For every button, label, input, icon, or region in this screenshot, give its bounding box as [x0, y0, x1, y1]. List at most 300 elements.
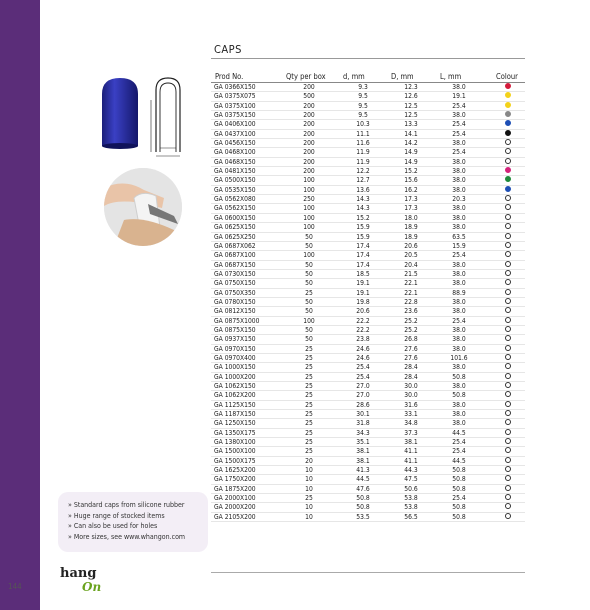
qty-cell: 50 — [305, 279, 313, 288]
qty-cell: 50 — [305, 232, 313, 241]
d-cell: 25.4 — [356, 372, 370, 381]
prod-cell: GA 1000X150 — [214, 363, 256, 372]
prod-cell: GA 0812X150 — [214, 307, 256, 316]
colour-swatch — [505, 130, 511, 136]
table-row — [211, 167, 525, 176]
prod-cell: GA 1500X175 — [214, 456, 256, 465]
L-cell: 50.8 — [452, 512, 466, 521]
qty-cell: 200 — [303, 120, 315, 129]
D-cell: 14.2 — [404, 139, 418, 148]
D-cell: 56.5 — [404, 512, 418, 521]
colour-swatch — [505, 438, 511, 444]
D-cell: 20.5 — [404, 251, 418, 260]
d-cell: 12.2 — [356, 167, 370, 176]
prod-cell: GA 0481X150 — [214, 167, 256, 176]
colour-swatch — [505, 167, 511, 173]
prod-cell: GA 1380X100 — [214, 438, 256, 447]
qty-cell: 50 — [305, 297, 313, 306]
L-cell: 38.0 — [452, 269, 466, 278]
D-cell: 17.3 — [404, 195, 418, 204]
header-prod: Prod No. — [215, 72, 244, 81]
D-cell: 28.4 — [404, 372, 418, 381]
prod-cell: GA 0406X100 — [214, 120, 256, 129]
L-cell: 50.8 — [452, 391, 466, 400]
D-cell: 12.5 — [404, 111, 418, 120]
D-cell: 27.6 — [404, 353, 418, 362]
L-cell: 50.8 — [452, 475, 466, 484]
qty-cell: 20 — [305, 456, 313, 465]
header-d: d, mm — [343, 72, 365, 81]
L-cell: 25.4 — [452, 148, 466, 157]
table-row — [211, 354, 525, 363]
features-box — [58, 492, 208, 552]
prod-cell: GA 0468X150 — [214, 157, 256, 166]
table-row — [211, 111, 525, 120]
qty-cell: 10 — [305, 475, 313, 484]
L-cell: 25.4 — [452, 447, 466, 456]
L-cell: 38.0 — [452, 260, 466, 269]
colour-swatch — [505, 429, 511, 435]
feature-item: » Can also be used for holes — [68, 522, 158, 530]
header-D: D, mm — [391, 72, 414, 81]
logo-text-bottom: On — [82, 580, 102, 594]
D-cell: 41.1 — [404, 447, 418, 456]
d-cell: 15.9 — [356, 223, 370, 232]
D-cell: 34.8 — [404, 419, 418, 428]
L-cell: 38.0 — [452, 307, 466, 316]
d-cell: 12.7 — [356, 176, 370, 185]
colour-swatch — [505, 382, 511, 388]
d-cell: 15.2 — [356, 213, 370, 222]
cap-dimension-drawing — [148, 72, 184, 160]
prod-cell: GA 0750X350 — [214, 288, 256, 297]
qty-cell: 200 — [303, 167, 315, 176]
L-cell: 25.4 — [452, 251, 466, 260]
prod-cell: GA 0535X150 — [214, 185, 256, 194]
colour-swatch — [505, 233, 511, 239]
d-cell: 50.8 — [356, 494, 370, 503]
colour-swatch — [505, 335, 511, 341]
d-cell: 11.1 — [356, 129, 370, 138]
qty-cell: 50 — [305, 241, 313, 250]
D-cell: 18.9 — [404, 232, 418, 241]
L-cell: 38.0 — [452, 382, 466, 390]
table-row — [211, 158, 525, 167]
d-cell: 25.4 — [356, 363, 370, 372]
D-cell: 18.9 — [404, 223, 418, 232]
D-cell: 53.8 — [404, 494, 418, 503]
prod-cell: GA 2105X200 — [214, 512, 256, 521]
D-cell: 30.0 — [404, 382, 418, 390]
L-cell: 50.8 — [452, 503, 466, 512]
d-cell: 11.9 — [356, 148, 370, 157]
blue-cap-photo — [96, 74, 144, 150]
colour-swatch — [505, 363, 511, 369]
prod-cell: GA 0500X150 — [214, 176, 256, 185]
L-cell: 38.0 — [452, 157, 466, 166]
table-row — [211, 214, 525, 223]
header-colour: Colour — [496, 72, 518, 81]
d-cell: 17.4 — [356, 241, 370, 250]
qty-cell: 10 — [305, 503, 313, 512]
table-row — [211, 326, 525, 335]
colour-swatch — [505, 419, 511, 425]
prod-cell: GA 0937X150 — [214, 335, 256, 344]
prod-cell: GA 0970X400 — [214, 353, 256, 362]
qty-cell: 10 — [305, 484, 313, 493]
colour-swatch — [505, 466, 511, 472]
L-cell: 50.8 — [452, 466, 466, 475]
D-cell: 12.6 — [404, 92, 418, 101]
L-cell: 20.3 — [452, 195, 466, 204]
colour-swatch — [505, 475, 511, 481]
L-cell: 101.6 — [450, 353, 468, 362]
D-cell: 22.1 — [404, 288, 418, 297]
prod-cell: GA 0625X250 — [214, 232, 256, 241]
colour-swatch — [505, 298, 511, 304]
L-cell: 38.0 — [452, 410, 466, 419]
prod-cell: GA 0562X150 — [214, 204, 256, 213]
table-row — [211, 317, 525, 326]
d-cell: 41.3 — [356, 466, 370, 475]
table-row — [211, 363, 525, 372]
qty-cell: 100 — [303, 223, 315, 232]
D-cell: 14.1 — [404, 129, 418, 138]
D-cell: 12.3 — [404, 83, 418, 91]
d-cell: 47.6 — [356, 484, 370, 493]
table-row — [211, 251, 525, 260]
D-cell: 26.8 — [404, 335, 418, 344]
d-cell: 24.6 — [356, 344, 370, 353]
prod-cell: GA 0687X100 — [214, 251, 256, 260]
d-cell: 38.1 — [356, 447, 370, 456]
D-cell: 31.6 — [404, 400, 418, 409]
D-cell: 28.4 — [404, 363, 418, 372]
L-cell: 25.4 — [452, 129, 466, 138]
L-cell: 25.4 — [452, 316, 466, 325]
colour-swatch — [505, 139, 511, 145]
colour-swatch — [505, 214, 511, 220]
table-row — [211, 186, 525, 195]
D-cell: 53.8 — [404, 503, 418, 512]
qty-cell: 25 — [305, 382, 313, 390]
table-row — [211, 298, 525, 307]
table-row — [211, 513, 525, 522]
qty-cell: 25 — [305, 438, 313, 447]
qty-cell: 100 — [303, 316, 315, 325]
prod-cell: GA 0468X100 — [214, 148, 256, 157]
colour-swatch — [505, 354, 511, 360]
colour-swatch — [505, 289, 511, 295]
D-cell: 22.1 — [404, 279, 418, 288]
colour-swatch — [505, 279, 511, 285]
qty-cell: 200 — [303, 129, 315, 138]
L-cell: 38.0 — [452, 325, 466, 334]
table-row — [211, 429, 525, 438]
table-row — [211, 391, 525, 400]
qty-cell: 100 — [303, 204, 315, 213]
d-cell: 28.6 — [356, 400, 370, 409]
table-row — [211, 307, 525, 316]
L-cell: 25.4 — [452, 120, 466, 129]
prod-cell: GA 1750X200 — [214, 475, 256, 484]
colour-swatch — [505, 176, 511, 182]
L-cell: 38.0 — [452, 223, 466, 232]
prod-cell: GA 0437X100 — [214, 129, 256, 138]
qty-cell: 25 — [305, 353, 313, 362]
prod-cell: GA 0375X150 — [214, 111, 256, 120]
L-cell: 15.9 — [452, 241, 466, 250]
d-cell: 50.8 — [356, 503, 370, 512]
qty-cell: 50 — [305, 260, 313, 269]
d-cell: 17.4 — [356, 251, 370, 260]
L-cell: 44.5 — [452, 456, 466, 465]
d-cell: 17.4 — [356, 260, 370, 269]
L-cell: 25.4 — [452, 101, 466, 110]
d-cell: 20.6 — [356, 307, 370, 316]
D-cell: 38.1 — [404, 438, 418, 447]
colour-swatch — [505, 457, 511, 463]
D-cell: 15.2 — [404, 167, 418, 176]
table-row — [211, 102, 525, 111]
d-cell: 19.8 — [356, 297, 370, 306]
D-cell: 15.6 — [404, 176, 418, 185]
colour-swatch — [505, 494, 511, 500]
D-cell: 37.3 — [404, 428, 418, 437]
d-cell: 9.5 — [358, 92, 368, 101]
D-cell: 21.5 — [404, 269, 418, 278]
title-divider — [211, 58, 525, 59]
feature-item: » Huge range of stocked items — [68, 511, 165, 520]
colour-swatch — [505, 307, 511, 313]
table-bottom-divider — [211, 572, 525, 573]
qty-cell: 500 — [303, 92, 315, 101]
prod-cell: GA 0970X150 — [214, 344, 256, 353]
d-cell: 44.5 — [356, 475, 370, 484]
colour-swatch — [505, 391, 511, 397]
colour-swatch — [505, 120, 511, 126]
prod-cell: GA 0366X150 — [214, 83, 256, 91]
qty-cell: 25 — [305, 344, 313, 353]
D-cell: 27.6 — [404, 344, 418, 353]
D-cell: 47.5 — [404, 475, 418, 484]
table-row — [211, 494, 525, 503]
qty-cell: 50 — [305, 307, 313, 316]
qty-cell: 50 — [305, 269, 313, 278]
prod-cell: GA 1625X200 — [214, 466, 256, 475]
L-cell: 38.0 — [452, 344, 466, 353]
prod-cell: GA 0375X100 — [214, 101, 256, 110]
table-row — [211, 438, 525, 447]
table-row — [211, 130, 525, 139]
d-cell: 38.1 — [356, 456, 370, 465]
prod-cell: GA 0780X150 — [214, 297, 256, 306]
L-cell: 38.0 — [452, 83, 466, 91]
d-cell: 10.3 — [356, 120, 370, 129]
qty-cell: 200 — [303, 139, 315, 148]
page-title: CAPS — [214, 43, 242, 56]
product-table — [211, 83, 525, 522]
d-cell: 30.1 — [356, 410, 370, 419]
d-cell: 31.8 — [356, 419, 370, 428]
colour-swatch — [505, 345, 511, 351]
colour-swatch — [505, 242, 511, 248]
d-cell: 11.6 — [356, 139, 370, 148]
D-cell: 18.0 — [404, 213, 418, 222]
table-row — [211, 457, 525, 466]
colour-swatch — [505, 410, 511, 416]
prod-cell: GA 1187X150 — [214, 410, 256, 419]
table-row — [211, 289, 525, 298]
qty-cell: 25 — [305, 372, 313, 381]
L-cell: 38.0 — [452, 139, 466, 148]
qty-cell: 25 — [305, 391, 313, 400]
qty-cell: 200 — [303, 148, 315, 157]
table-row — [211, 382, 525, 391]
L-cell: 38.0 — [452, 176, 466, 185]
qty-cell: 200 — [303, 101, 315, 110]
L-cell: 88.9 — [452, 288, 466, 297]
prod-cell: GA 1500X100 — [214, 447, 256, 456]
d-cell: 27.0 — [356, 391, 370, 400]
qty-cell: 50 — [305, 335, 313, 344]
usage-photo — [104, 168, 182, 246]
D-cell: 44.3 — [404, 466, 418, 475]
colour-swatch — [505, 223, 511, 229]
d-cell: 14.3 — [356, 195, 370, 204]
colour-swatch — [505, 92, 511, 98]
d-cell: 35.1 — [356, 438, 370, 447]
prod-cell: GA 0750X150 — [214, 279, 256, 288]
colour-swatch — [505, 204, 511, 210]
colour-swatch — [505, 186, 511, 192]
L-cell: 38.0 — [452, 167, 466, 176]
L-cell: 38.0 — [452, 363, 466, 372]
d-cell: 13.6 — [356, 185, 370, 194]
colour-swatch — [505, 261, 511, 267]
d-cell: 34.3 — [356, 428, 370, 437]
table-row — [211, 233, 525, 242]
colour-swatch — [505, 270, 511, 276]
colour-swatch — [505, 102, 511, 108]
prod-cell: GA 0687X150 — [214, 260, 256, 269]
colour-swatch — [505, 513, 511, 519]
L-cell: 38.0 — [452, 335, 466, 344]
table-row — [211, 270, 525, 279]
table-row — [211, 485, 525, 494]
D-cell: 17.3 — [404, 204, 418, 213]
L-cell: 25.4 — [452, 438, 466, 447]
prod-cell: GA 0375X075 — [214, 92, 256, 101]
table-row — [211, 176, 525, 185]
D-cell: 22.8 — [404, 297, 418, 306]
table-row — [211, 261, 525, 270]
d-cell: 27.0 — [356, 382, 370, 390]
D-cell: 16.2 — [404, 185, 418, 194]
table-row — [211, 345, 525, 354]
colour-swatch — [505, 83, 511, 89]
table-row — [211, 92, 525, 101]
D-cell: 14.9 — [404, 148, 418, 157]
L-cell: 38.0 — [452, 204, 466, 213]
table-row — [211, 148, 525, 157]
colour-swatch — [505, 317, 511, 323]
colour-swatch — [505, 373, 511, 379]
D-cell: 14.9 — [404, 157, 418, 166]
qty-cell: 100 — [303, 185, 315, 194]
L-cell: 38.0 — [452, 400, 466, 409]
d-cell: 23.8 — [356, 335, 370, 344]
prod-cell: GA 0562X080 — [214, 195, 256, 204]
colour-swatch — [505, 447, 511, 453]
d-cell: 22.2 — [356, 325, 370, 334]
qty-cell: 200 — [303, 111, 315, 120]
table-row — [211, 204, 525, 213]
prod-cell: GA 0875X1000 — [214, 316, 260, 325]
table-row — [211, 335, 525, 344]
prod-cell: GA 1000X200 — [214, 372, 256, 381]
D-cell: 30.0 — [404, 391, 418, 400]
prod-cell: GA 0600X150 — [214, 213, 256, 222]
D-cell: 41.1 — [404, 456, 418, 465]
prod-cell: GA 1062X150 — [214, 382, 256, 390]
colour-swatch — [505, 195, 511, 201]
hangon-logo — [58, 566, 118, 596]
table-row — [211, 447, 525, 456]
L-cell: 44.5 — [452, 428, 466, 437]
table-row — [211, 401, 525, 410]
prod-cell: GA 1125X150 — [214, 400, 256, 409]
D-cell: 23.6 — [404, 307, 418, 316]
qty-cell: 25 — [305, 419, 313, 428]
qty-cell: 25 — [305, 494, 313, 503]
table-row — [211, 503, 525, 512]
L-cell: 38.0 — [452, 213, 466, 222]
d-cell: 14.3 — [356, 204, 370, 213]
D-cell: 25.2 — [404, 325, 418, 334]
qty-cell: 10 — [305, 512, 313, 521]
d-cell: 9.3 — [358, 83, 368, 91]
d-cell: 24.6 — [356, 353, 370, 362]
d-cell: 19.1 — [356, 279, 370, 288]
table-row — [211, 373, 525, 382]
header-L: L, mm — [440, 72, 462, 81]
table-row — [211, 139, 525, 148]
qty-cell: 50 — [305, 325, 313, 334]
D-cell: 12.5 — [404, 101, 418, 110]
table-row — [211, 279, 525, 288]
L-cell: 38.0 — [452, 279, 466, 288]
qty-cell: 100 — [303, 213, 315, 222]
prod-cell: GA 2000X100 — [214, 494, 256, 503]
d-cell: 18.5 — [356, 269, 370, 278]
d-cell: 19.1 — [356, 288, 370, 297]
d-cell: 9.5 — [358, 111, 368, 120]
d-cell: 22.2 — [356, 316, 370, 325]
d-cell: 53.5 — [356, 512, 370, 521]
qty-cell: 10 — [305, 466, 313, 475]
L-cell: 19.1 — [452, 92, 466, 101]
qty-cell: 25 — [305, 410, 313, 419]
qty-cell: 25 — [305, 400, 313, 409]
table-row — [211, 223, 525, 232]
table-row — [211, 410, 525, 419]
L-cell: 38.0 — [452, 419, 466, 428]
D-cell: 20.4 — [404, 260, 418, 269]
feature-item: » More sizes, see www.whangon.com — [68, 532, 186, 541]
table-row — [211, 83, 525, 92]
prod-cell: GA 0875X150 — [214, 325, 256, 334]
